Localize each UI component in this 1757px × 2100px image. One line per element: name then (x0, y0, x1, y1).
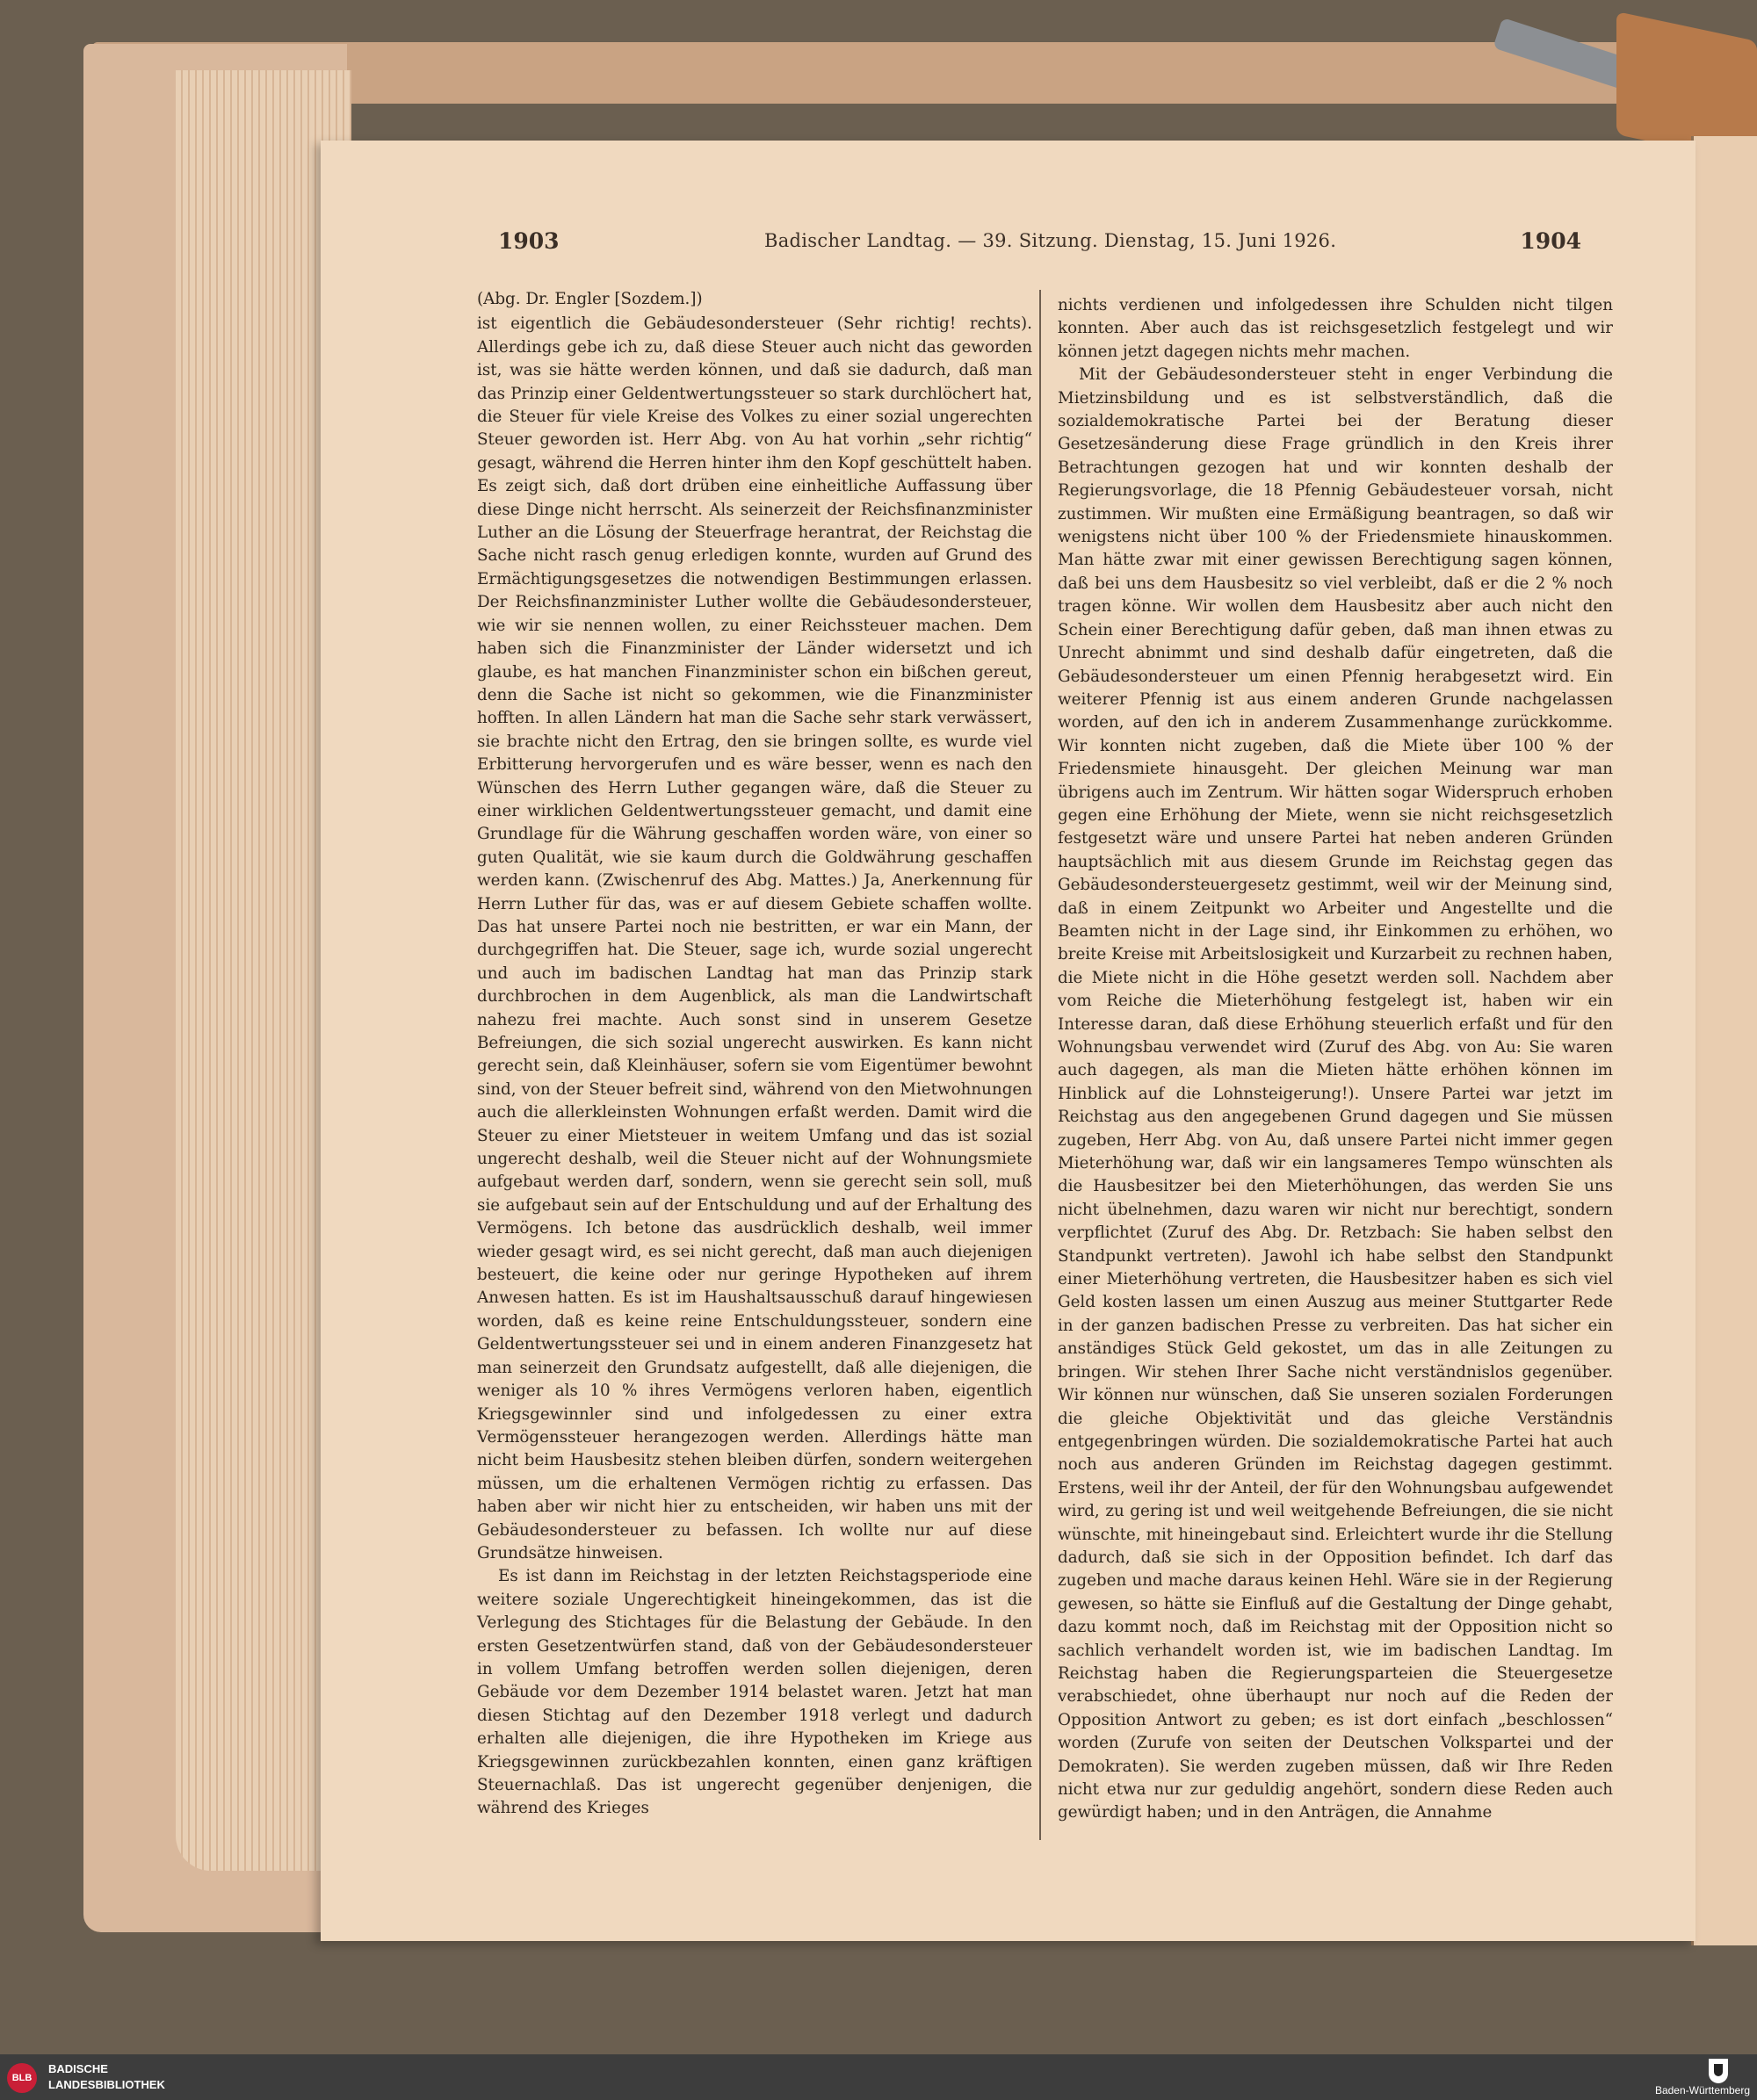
column-divider (1039, 290, 1041, 1840)
library-name-line2: LANDESBIBLIOTHEK (48, 2078, 165, 2091)
running-title: Badischer Landtag. — 39. Sitzung. Dienstag, 15. Juni 1926. (764, 230, 1337, 251)
library-name-line1: BADISCHE (48, 2062, 108, 2075)
paragraph: nichts verdienen und infolgedessen ihre Schulden nicht tilgen konnten. Aber auch das ist reichsgesetzlich festgelegt und wir können jetzt dagegen nichts mehr machen. (1058, 296, 1613, 361)
blb-logo-icon: BLB (7, 2063, 37, 2093)
left-column (477, 288, 1032, 1821)
page-number-right: 1904 (1520, 228, 1581, 254)
document-page (321, 141, 1696, 1941)
paragraph: ist eigentlich die Gebäudesondersteuer (Sehr richtig! rechts). Allerdings gebe ich zu, daß diese Steuer auch nicht das geworden ist, was sie hätte werden können, und daß sie dadurch, daß man das Prinzip einer Geldentwertungssteuer so stark durchlöchert hat, die Steuer für viele Kreise des Volkes zu einer sozial ungerechten Steuer geworden ist. Herr Abg. von Au hat vorhin „sehr richtig“ gesagt, während die Herren hinter ihm den Kopf geschüttelt haben. Es zeigt sich, daß dort drüben eine einheitliche Auffassung über diese Dinge nicht herrscht. Als seinerzeit der Reichsfinanzminister Luther an die Lösung der Steuerfrage herantrat, der Reichstag die Sache nicht rasch genug erledigen konnte, wurden auf Grund des Ermächtigungsgesetzes die notwendigen Bestimmungen erlassen. Der Reichsfinanzminister Luther wollte die Gebäudesondersteuer, wie wir sie nennen wollen, zu einer Reichssteuer machen. Dem haben sich die Finanzminister der Länder widersetzt und ich glaube, es hat manchen Finanzminister schon ein bißchen gereut, denn die Sache ist nicht so gekommen, wie die Finanzminister hofften. In allen Ländern hat man die Sache sehr stark verwässert, sie brachte nicht den Ertrag, den sie bringen sollte, es wurde viel Erbitterung hervorgerufen und es wäre besser, wenn es nach den Wünschen des Herrn Luther gegangen wäre, daß die Steuer zu einer wirklichen Geldentwertungssteuer gemacht, und damit eine Grundlage für die Währung geschaffen worden wäre, von einer so guten Qualität, wie sie kaum durch die Goldwährung geschaffen werden kann. (Zwischenruf des Abg. Mattes.) Ja, Anerkennung für Herrn Luther für das, was er auf diesem Gebiete schaffen wollte. Das hat unsere Partei noch nie bestritten, er war ein Mann, der durchgegriffen hat. Die Steuer, sage ich, wurde sozial ungerecht und auch im badischen Landtag hat man das Prinzip stark durchbrochen in dem Augenblick, als man die Landwirtschaft nahezu frei machte. Auch sonst sind in unserem Gesetze Befreiungen, die sich sozial ungerecht auswirken. Es kann nicht gerecht sein, daß Kleinhäuser, sofern sie vom Eigentümer bewohnt sind, von der Steuer befreit sind, während von den Mietwohnungen auch die allerkleinsten Wohnungen erfaßt werden. Damit wird die Steuer zu einer Mietsteuer in weitem Umfang und das ist sozial ungerecht deshalb, weil die Steuer nicht auf der Wohnungsmiete aufgebaut werden darf, sondern, wenn sie gerecht sein soll, muß sie aufgebaut sein auf der Entschuldung und auf der Erhaltung des Vermögens. Ich betone das ausdrücklich deshalb, weil immer wieder gesagt wird, es sei nicht gerecht, daß man auch diejenigen besteuert, die keine oder nur geringe Hypotheken auf ihrem Anwesen hatten. Es ist im Haushaltsausschuß darauf hingewiesen worden, daß es keine reine Entschuldungssteuer, sondern eine Geldentwertungssteuer sei und in einem anderen Finanzgesetz hat man seinerzeit den Grundsatz aufgestellt, daß alle diejenigen, die weniger als 10 % ihres Vermögens verloren haben, eigentlich Kriegsgewinnler sind und infolgedessen zu einer extra Vermögenssteuer herangezogen werden. Allerdings hätte man nicht beim Hausbesitz stehen bleiben dürfen, sondern weitergehen müssen, um die erhaltenen Vermögen richtig zu erfassen. Das haben aber wir nicht hier zu entscheiden, wir haben uns mit der Gebäudesondersteuer zu befassen. Ich wollte nur auf diese Grundsätze hinweisen. (477, 314, 1032, 1562)
facing-page-edge (1691, 136, 1757, 1945)
state-name: Baden-Württemberg (1654, 2084, 1750, 2096)
state-crest-icon (1709, 2059, 1728, 2083)
paragraph: Mit der Gebäudesondersteuer steht in enger Verbindung die Mietzinsbildung und es ist selbstverständlich, daß die sozialdemokratische Partei bei der Beratung dieser Gesetzesänderung diese Frage gründlich in den Kreis ihrer Betrachtungen gezogen hat und wir konnten deshalb der Regierungsvorlage, die 18 Pfennig Gebäudesteuer vorsah, nicht zustimmen. Wir mußten eine Ermäßigung beantragen, so daß wir wenigstens nicht über 100 % der Friedensmiete hinauskommen. Man hätte zwar mit einer gewissen Berechtigung sagen können, daß bei uns dem Hausbesitz so viel verbleibt, daß er die 2 % noch tragen könne. Wir wollen dem Hausbesitz aber auch nicht den Schein einer Berechtigung dafür geben, daß man ihnen etwas zu Unrecht abnimmt und sind deshalb dafür eingetreten, daß die Gebäudesondersteuer um einen Pfennig herabgesetzt wird. Ein weiterer Pfennig ist aus einem anderen Grunde nachgelassen worden, auf den ich in anderem Zusammenhange zurückkomme. Wir konnten nicht zugeben, daß die Miete über 100 % der Friedensmiete hinausgeht. Der gleichen Meinung war man übrigens auch im Zentrum. Wir hätten sogar Widerspruch erhoben gegen eine Erhöhung der Miete, wenn sie nicht reichsgesetzlich festgesetzt wäre und unsere Partei hat neben anderen Gründen hauptsächlich mit aus diesem Grunde im Reichstag gegen das Gebäudesondersteuergesetz gestimmt, weil wir der Meinung sind, daß in einem Zeitpunkt wo Arbeiter und Angestellte und die Beamten nicht in der Lage sind, ihr Einkommen zu erhöhen, wo breite Kreise mit Arbeitslosigkeit und Kurzarbeit zu rechnen haben, die Miete nicht in die Höhe gesetzt werden soll. Nachdem aber vom Reiche die Mieterhöhung festgelegt ist, haben wir ein Interesse daran, daß diese Erhöhung steuerlich erfaßt und für den Wohnungsbau verwendet wird (Zuruf des Abg. von Au: Sie waren auch dagegen, als man die Mieten hätte erhöhen können im Hinblick auf die Lohnsteigerung!). Unsere Partei war jetzt im Reichstag aus den angegebenen Grund dagegen und Sie müssen zugeben, Herr Abg. von Au, daß unsere Partei nicht immer gegen Mieterhöhung war, daß wir ein langsameres Tempo wünschten als die Hausbesitzer bei den Mieterhöhungen, das werden Sie uns nicht übelnehmen, dazu waren wir nicht nur berechtigt, sondern verpflichtet (Zuruf des Abg. Dr. Retzbach: Sie haben selbst den Standpunkt vertreten). Jawohl ich habe selbst den Standpunkt einer Mieterhöhung vertreten, die Hausbesitzer haben es sich viel Geld kosten lassen um einen Auszug aus meiner Stuttgarter Rede in der ganzen badischen Presse zu verbreiten. Das hat sicher ein anständiges Stück Geld gekostet, um das in alle Zeitungen zu bringen. Wir stehen Ihrer Sache nicht verständnislos gegenüber. Wir können nur wünschen, daß Sie unseren sozialen Forderungen die gleiche Objektivität und das gleiche Verständnis entgegenbringen würden. Die sozialdemokratische Partei hat auch noch aus anderen Gründen im Reichstag dagegen gestimmt. Erstens, weil ihr der Anteil, der für den Wohnungsbau aufgewendet wird, zu gering ist und weil weitgehende Befreiungen, die sie nicht wünschte, mit hineingebaut sind. Erleichtert wurde ihr die Stellung dadurch, daß sie sich in der Opposition befindet. Ich darf das zugeben und mache daraus keinen Hehl. Wäre sie in der Regierung gewesen, so hätte sie Einfluß auf die Gestaltung der Dinge gehabt, dazu kommt noch, daß im Reichstag mit der Opposition nicht so sachlich verhandelt worden ist, wie im badischen Landtag. Im Reichstag haben die Regierungsparteien die Steuergesetze verabschiedet, ohne überhaupt nur noch auf die Reden der Opposition Antwort zu geben; es ist dort einfach „beschlossen“ worden (Zurufe von seiten der Deutschen Volkspartei und der Demokraten). Sie werden zugeben müssen, daß wir Ihre Reden nicht etwa nur zur geduldig angehört, sondern diese Reden auch gewürdigt haben; und in den Anträgen, die Annahme (1058, 365, 1613, 1822)
running-head (321, 228, 1696, 263)
page-number-left: 1903 (498, 228, 560, 254)
paragraph: Es ist dann im Reichstag in der letzten Reichstagsperiode eine weitere soziale Ungerechtigkeit hineingekommen, das ist die Verlegung des Stichtages für die Belastung der Gebäude. In den ersten Gesetzentwürfen stand, daß von der Gebäudesondersteuer in vollem Umfang betroffen werden sollen diejenigen, deren Gebäude vor dem Dezember 1914 belastet waren. Jetzt hat man diesen Stichtag auf den Dezember 1918 verlegt und dadurch erhalten alle diejenigen, die ihre Hypotheken im Kriege aus Kriegsgewinnen zurückbezahlen konnten, einen ganz kräftigen Steuernachlaß. Das ist ungerecht gegenüber denjenigen, die während des Krieges (477, 1567, 1032, 1818)
footer-bar (0, 2054, 1757, 2100)
speaker-label: (Abg. Dr. Engler [Sozdem.]) (477, 290, 703, 308)
right-column (1058, 294, 1613, 1825)
library-name (48, 2061, 165, 2093)
